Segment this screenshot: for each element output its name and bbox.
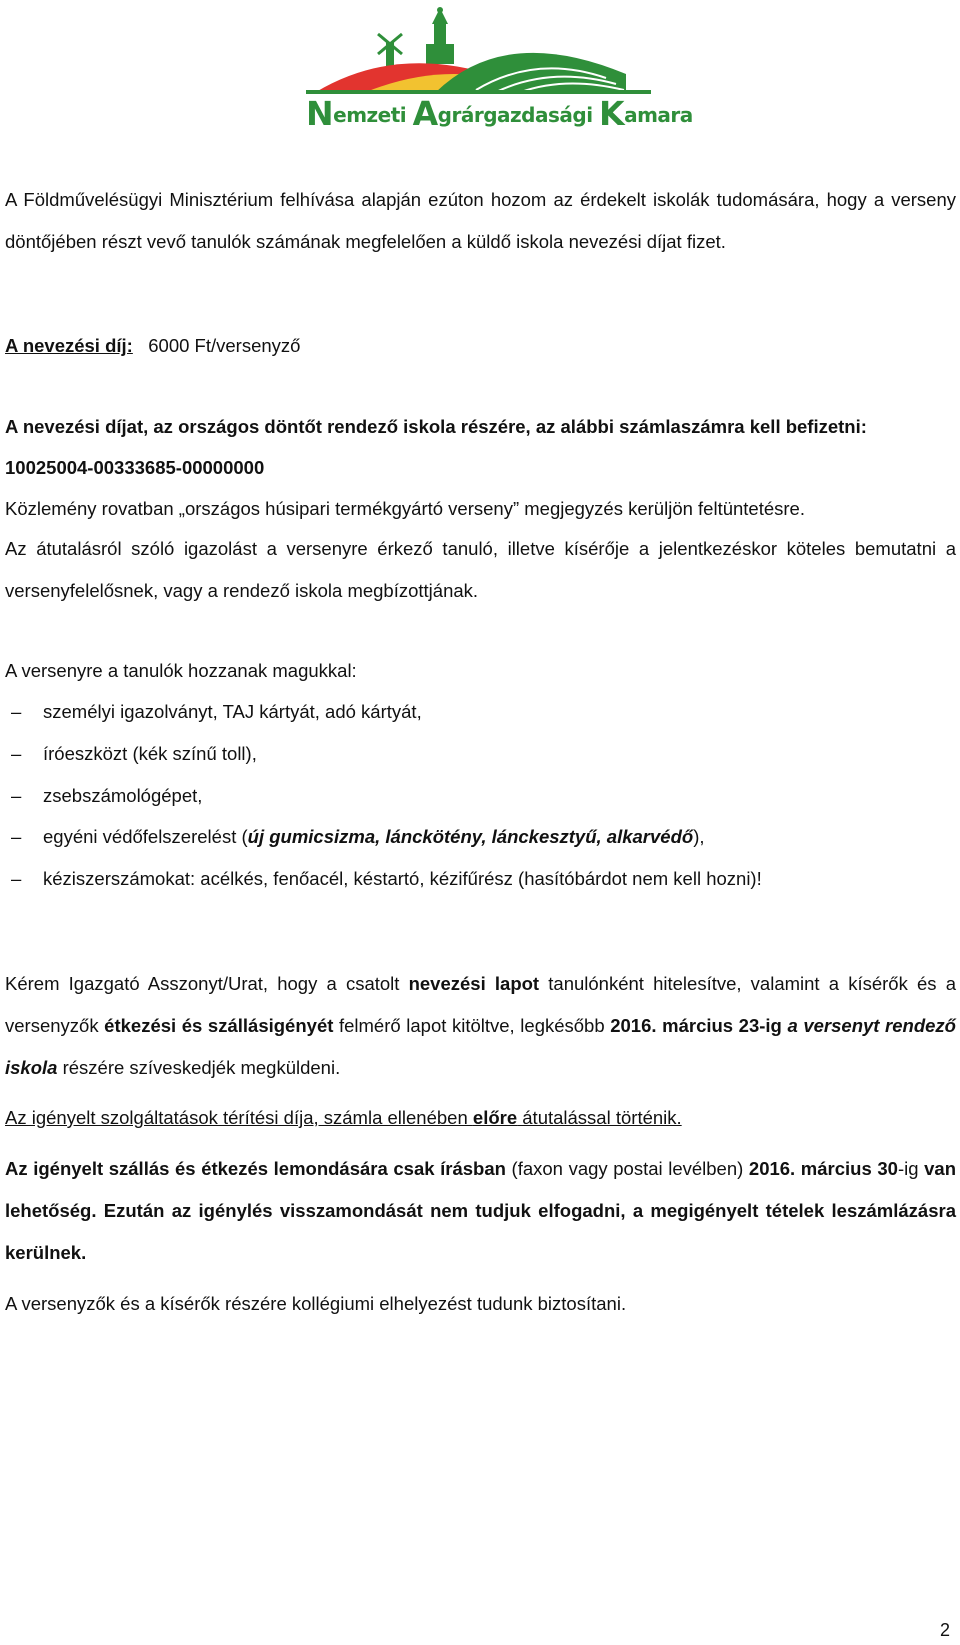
logo-emblem bbox=[306, 4, 651, 94]
fee-line bbox=[5, 325, 956, 367]
payment-note: Közlemény rovatban „országos húsipari termékgyártó verseny” megjegyzés kerüljön feltüntetésre. bbox=[5, 498, 805, 519]
request-paragraph: Kérem Igazgató Asszonyt/Urat, hogy a csatolt nevezési lapot tanulónként hitelesítve, valamint a kísérők és a versenyzők étkezési és szállásigényét felmérő lapot kitöltve, legkésőbb 2016. március 23-ig a versenyt rendező iskola részére szíveskedjék megküldeni. bbox=[5, 973, 956, 1078]
account-number: 10025004-00333685-00000000 bbox=[5, 457, 265, 478]
accommodation-paragraph: A versenyzők és a kísérők részére kollégiumi elhelyezést tudunk biztosítani. bbox=[5, 1293, 627, 1314]
dash-bullet: – bbox=[11, 743, 22, 764]
dash-bullet: – bbox=[11, 785, 22, 806]
fee-label: A nevezési díj: bbox=[5, 335, 133, 356]
services-paragraph: Az igényelt szolgáltatások térítési díja, számla ellenében előre átutalással történik. bbox=[5, 1107, 682, 1128]
chamber-logo bbox=[306, 4, 693, 133]
dash-bullet: – bbox=[11, 701, 22, 722]
payment-proof: Az átutalásról szóló igazolást a versenyre érkező tanuló, illetve kísérője a jelentkezéskor köteles bemutatni a versenyfelelősnek, vagy a rendező iskola megbízottjának. bbox=[5, 538, 956, 601]
fee-value: 6000 Ft/versenyző bbox=[148, 335, 301, 356]
intro-paragraph: A Földművelésügyi Minisztérium felhívása alapján ezúton hozom az érdekelt iskolák tudomására, hogy a verseny döntőjében részt vevő tanulók számának megfelelően a küldő iskola nevezési díjat fizet. bbox=[5, 189, 956, 252]
logo-wordmark: Nemzeti Agrárgazdasági Kamara bbox=[306, 94, 693, 133]
bring-intro: A versenyre a tanulók hozzanak magukkal: bbox=[5, 660, 357, 681]
dash-bullet: – bbox=[11, 826, 22, 847]
cancel-paragraph: Az igényelt szállás és étkezés lemondására csak írásban (faxon vagy postai levélben) 2016. március 30-ig van lehetőség. Ezután az igénylés visszamondását nem tudjuk elfogadni, a megigényelt tételek leszámlázásra kerülnek. bbox=[5, 1158, 957, 1263]
payment-instruction: A nevezési díjat, az országos döntőt rendező iskola részére, az alábbi számlaszámra kell befizetni: bbox=[5, 416, 867, 437]
dash-bullet: – bbox=[11, 868, 22, 889]
page-number: 2 bbox=[939, 1620, 950, 1640]
